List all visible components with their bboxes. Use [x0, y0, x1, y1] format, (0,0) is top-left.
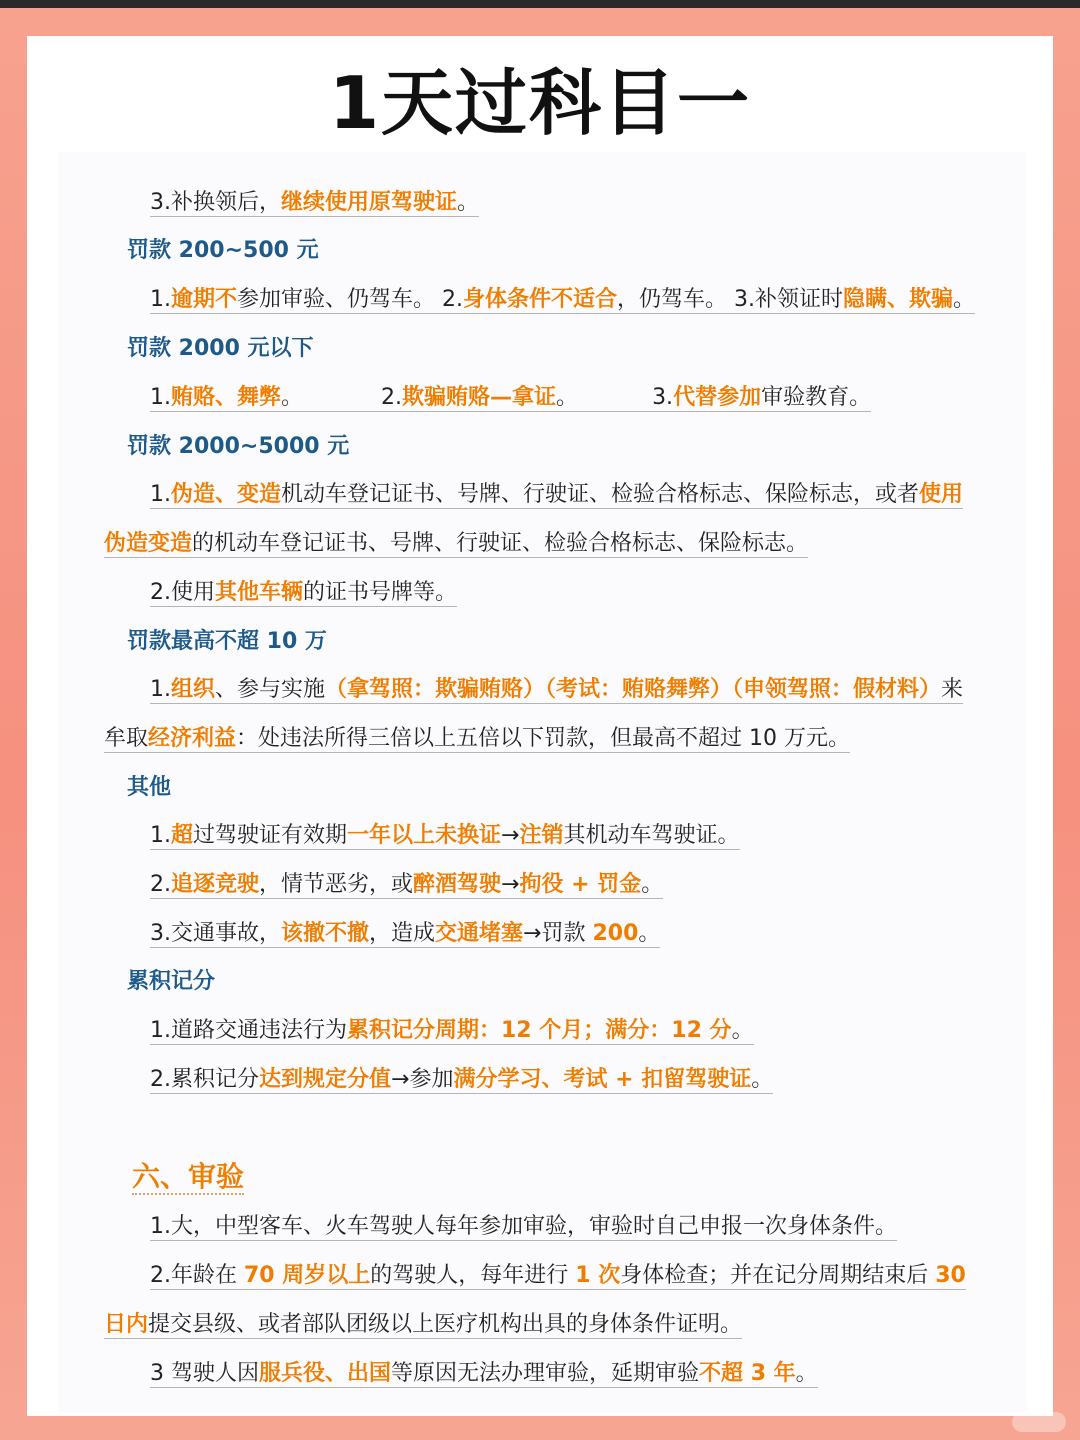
- highlight-text: 满分学习、考试 + 扣留驾驶证: [453, 1067, 752, 1092]
- highlight-text: 逾期不: [171, 287, 238, 312]
- plain-text: 2.使用: [150, 580, 215, 605]
- rule-text: [104, 726, 850, 753]
- plain-text: 提交县级、或者部队团级以上医疗机构出具的身体条件证明。: [148, 1312, 743, 1337]
- rule-text: [150, 287, 975, 314]
- highlight-text: 组织: [171, 677, 216, 702]
- section-heading: 罚款 2000 元以下: [127, 336, 314, 361]
- plain-text: ：处违法所得三倍以上五倍以下罚款，但最高不超过 10 万元。: [236, 726, 851, 751]
- highlight-text: 醉酒驾驶: [413, 872, 502, 897]
- rule-text: [150, 482, 963, 509]
- plain-text: 1.: [150, 482, 171, 507]
- plain-text: 。: [641, 872, 664, 897]
- rule-item: [150, 868, 663, 902]
- highlight-text: 伪造、变造: [171, 482, 282, 507]
- plain-text: 等原因无法办理审验，延期审验: [391, 1361, 700, 1386]
- rule-item: [150, 1259, 966, 1293]
- section-heading: 罚款最高不超 10 万: [127, 629, 327, 654]
- rule-item: [150, 673, 963, 707]
- chapter-title-text: 六、审验: [132, 1160, 245, 1193]
- rule-item: [150, 381, 871, 415]
- plain-text: →: [501, 872, 520, 897]
- plain-text: 来: [941, 677, 964, 702]
- plain-text: 3.交通事故，: [150, 921, 281, 946]
- plain-text: 牟取: [104, 726, 149, 751]
- highlight-text: 追逐竞驶: [171, 872, 260, 897]
- rule-text: [104, 531, 808, 558]
- plain-text: 2.: [150, 872, 171, 897]
- highlight-text: 注销: [519, 823, 564, 848]
- rule-text: [150, 190, 479, 217]
- highlight-text: 代替参加: [673, 385, 762, 410]
- plain-text: 。: [457, 190, 480, 215]
- highlight-text: 30: [935, 1263, 966, 1288]
- highlight-text: 隐瞒、欺骗: [843, 287, 954, 312]
- section-heading: 罚款 200~500 元: [127, 238, 319, 263]
- plain-text: 身体检查；并在记分周期结束后: [620, 1263, 936, 1288]
- rule-text: [150, 823, 740, 850]
- plain-text: 2.年龄在: [150, 1263, 244, 1288]
- plain-text: 1.: [150, 287, 171, 312]
- plain-text: 。: [751, 1067, 774, 1092]
- plain-text: →参加: [391, 1067, 454, 1092]
- plain-text: 1.: [150, 823, 171, 848]
- plain-text: 机动车登记证书、号牌、行驶证、检验合格标志、保险标志，或者: [281, 482, 920, 507]
- rule-text: [150, 1214, 897, 1241]
- highlight-text: 200: [592, 921, 639, 946]
- plain-text: →罚款: [523, 921, 593, 946]
- highlight-text: 其他车辆: [215, 580, 304, 605]
- plain-text: ，情节恶劣，或: [259, 872, 414, 897]
- plain-text: 2.: [381, 385, 403, 410]
- text-line-continued: [104, 527, 808, 561]
- plain-text: 的机动车登记证书、号牌、行驶证、检验合格标志、保险标志。: [192, 531, 809, 556]
- highlight-text: 该撤不撤: [281, 921, 370, 946]
- highlight-text: 交通堵塞: [435, 921, 524, 946]
- rule-text: [150, 580, 457, 607]
- section-heading: 罚款 2000~5000 元: [127, 434, 350, 459]
- rule-item: [150, 819, 740, 853]
- highlight-text: 1 次: [575, 1263, 621, 1288]
- highlight-text: 累积记分周期：12 个月；满分：12 分: [347, 1018, 732, 1043]
- top-bar: [0, 0, 1080, 8]
- highlight-text: 经济利益: [148, 726, 237, 751]
- highlight-text: 达到规定分值: [259, 1067, 392, 1092]
- rule-text: [150, 385, 871, 412]
- highlight-text: 一年以上未换证: [347, 823, 502, 848]
- rule-item: [150, 576, 457, 610]
- plain-text: 3 驾驶人因: [150, 1361, 259, 1386]
- plain-text: 审验教育。: [761, 385, 872, 410]
- plain-text: 2.累积记分: [150, 1067, 259, 1092]
- rule-item: [150, 478, 963, 512]
- rule-item: [150, 1357, 818, 1391]
- plain-text: ，仍驾车。 3.补领证时: [617, 287, 843, 312]
- rule-text: [150, 677, 963, 704]
- rule-text: [104, 1312, 742, 1339]
- rule-text: [150, 1067, 773, 1094]
- plain-text: 1.大，中型客车、火车驾驶人每年参加审验，审验时自己申报一次身体条件。: [150, 1214, 897, 1239]
- plain-text: ，造成: [369, 921, 436, 946]
- highlight-text: 不超 3 年: [699, 1361, 796, 1386]
- rule-item: [150, 1063, 773, 1097]
- rule-text: [150, 1263, 966, 1290]
- plain-text: 过驾驶证有效期: [193, 823, 348, 848]
- highlight-text: 70 周岁以上: [243, 1263, 371, 1288]
- plain-text: 其机动车驾驶证。: [563, 823, 740, 848]
- plain-text: 。: [281, 385, 304, 410]
- rule-item: [150, 1014, 754, 1048]
- plain-text: 3.补换领后，: [150, 190, 281, 215]
- watermark: [1012, 1412, 1066, 1432]
- plain-text: 的证书号牌等。: [303, 580, 458, 605]
- rule-item: [150, 1210, 897, 1244]
- text-line-continued: [104, 1308, 742, 1342]
- highlight-text: 身体条件不适合: [463, 287, 618, 312]
- section-heading: 其他: [127, 775, 172, 800]
- plain-text: 1.道路交通违法行为: [150, 1018, 347, 1043]
- highlight-text: 继续使用原驾驶证: [281, 190, 458, 215]
- plain-text: 。: [795, 1361, 818, 1386]
- rule-text: [150, 921, 660, 948]
- plain-text: 。: [638, 921, 661, 946]
- plain-text: 参加审验、仍驾车。 2.: [237, 287, 463, 312]
- page-title: 1天过科目一: [328, 61, 752, 145]
- highlight-text: （拿驾照：欺骗贿赂）（考试：贿赂舞弊）（申领驾照：假材料）: [325, 677, 942, 702]
- rule-text: [150, 872, 663, 899]
- plain-text: 3.: [652, 385, 674, 410]
- rule-text: [150, 1361, 818, 1388]
- plain-text: 1.: [150, 677, 171, 702]
- plain-text: 。: [953, 287, 976, 312]
- rule-item: [150, 917, 660, 951]
- plain-text: 、参与实施: [215, 677, 326, 702]
- highlight-text: 日内: [104, 1312, 149, 1337]
- plain-text: 。: [556, 385, 579, 410]
- highlight-text: 欺骗贿赂—拿证: [402, 385, 557, 410]
- highlight-text: 超: [171, 823, 194, 848]
- plain-text: 1.: [150, 385, 171, 410]
- plain-text: →: [501, 823, 520, 848]
- highlight-text: 服兵役、出国: [259, 1361, 392, 1386]
- highlight-text: 使用: [919, 482, 964, 507]
- highlight-text: 贿赂、舞弊: [171, 385, 282, 410]
- highlight-text: 伪造变造: [104, 531, 193, 556]
- rule-item: [150, 186, 479, 220]
- highlight-text: 拘役 + 罚金: [519, 872, 642, 897]
- text-line-continued: [104, 722, 850, 756]
- plain-text: 。: [731, 1018, 754, 1043]
- rule-item: [150, 283, 975, 317]
- chapter-title: [132, 1157, 244, 1197]
- section-heading: 累积记分: [127, 969, 216, 994]
- rule-text: [150, 1018, 754, 1045]
- plain-text: 的驾驶人，每年进行: [370, 1263, 576, 1288]
